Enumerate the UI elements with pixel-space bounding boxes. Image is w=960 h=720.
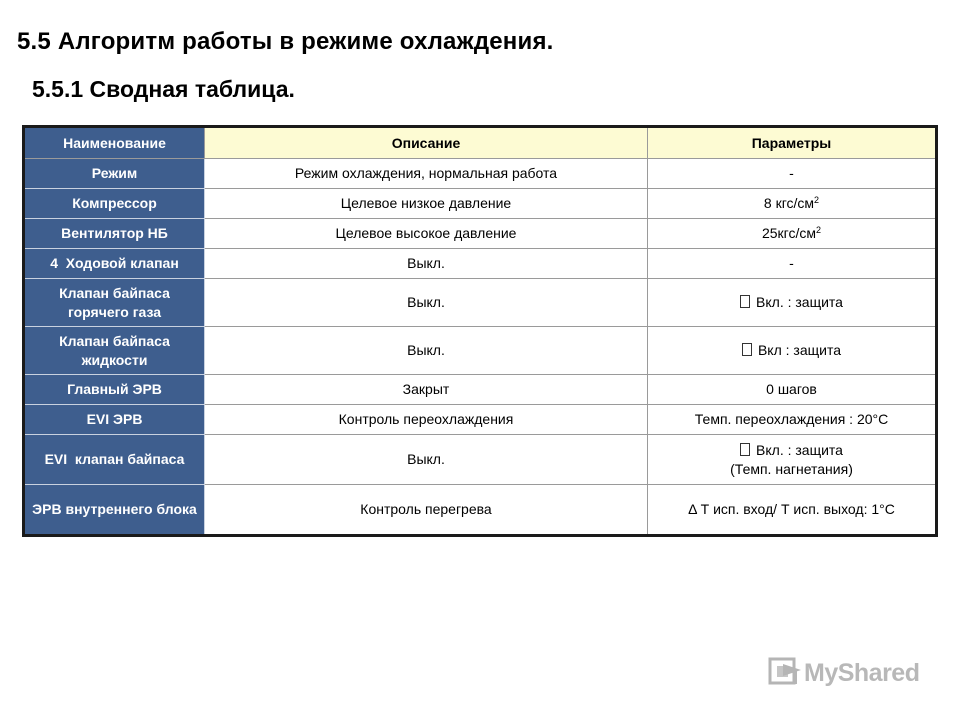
- row-name: Вентилятор НБ: [24, 219, 205, 249]
- header-description: Описание: [205, 127, 648, 159]
- row-name: 4 Ходовой клапан: [24, 249, 205, 279]
- row-description: Режим охлаждения, нормальная работа: [205, 159, 648, 189]
- row-description: Выкл.: [205, 327, 648, 375]
- parameter-value: 25кгс/см: [761, 225, 816, 241]
- table-row: [24, 159, 937, 189]
- row-description: Выкл.: [205, 279, 648, 327]
- row-description: Целевое высокое давление: [205, 219, 648, 249]
- row-description: Контроль перегрева: [205, 485, 648, 536]
- parameter-value: Вкл. : защита: [756, 294, 843, 310]
- row-name: Режим: [24, 159, 205, 189]
- row-parameter: 0 шагов: [648, 375, 937, 405]
- row-name: Главный ЭРВ: [24, 375, 205, 405]
- table-row: [24, 249, 937, 279]
- page-title: 5.5 Алгоритм работы в режиме охлаждения.: [17, 28, 554, 55]
- checkbox-icon: [740, 295, 750, 308]
- row-parameter: Δ Т исп. вход/ Т исп. выход: 1°C: [648, 485, 937, 536]
- table-header-row: [24, 127, 937, 159]
- superscript: 2: [814, 195, 820, 205]
- row-description: Закрыт: [205, 375, 648, 405]
- table-row: [24, 279, 937, 327]
- parameter-value: Вкл : защита: [757, 342, 842, 358]
- section-subtitle: 5.5.1 Сводная таблица.: [32, 76, 295, 102]
- superscript: 2: [816, 225, 822, 235]
- parameter-value: Вкл. : защита: [756, 441, 843, 458]
- checkbox-icon: [742, 343, 752, 356]
- row-name: Компрессор: [24, 189, 205, 219]
- mortarboard-icon: [768, 656, 802, 690]
- row-parameter: [648, 279, 937, 327]
- myshared-logo[interactable]: [768, 656, 928, 692]
- header-name: Наименование: [24, 127, 205, 159]
- row-parameter: -: [648, 249, 937, 279]
- table-row: [24, 219, 937, 249]
- row-description: Выкл.: [205, 435, 648, 485]
- parameter-value: 8 кгс/см: [763, 195, 815, 211]
- table-row: [24, 435, 937, 485]
- table-row: [24, 189, 937, 219]
- table-row: [24, 405, 937, 435]
- row-parameter: Темп. переохлаждения : 20°C: [648, 405, 937, 435]
- row-description: Целевое низкое давление: [205, 189, 648, 219]
- row-parameter: [648, 219, 937, 249]
- header-parameters: Параметры: [648, 127, 937, 159]
- row-parameter: -: [648, 159, 937, 189]
- row-description: Контроль переохлаждения: [205, 405, 648, 435]
- row-parameter: [648, 189, 937, 219]
- row-description: Выкл.: [205, 249, 648, 279]
- row-parameter: [648, 327, 937, 375]
- table-row: [24, 485, 937, 536]
- checkbox-icon: [740, 443, 750, 456]
- row-name: Клапан байпаса жидкости: [24, 327, 205, 375]
- logo-text: MyShared: [804, 659, 920, 687]
- row-name: EVI ЭРВ: [24, 405, 205, 435]
- summary-table: [22, 125, 938, 537]
- table-row: [24, 375, 937, 405]
- row-name: EVI клапан байпаса: [24, 435, 205, 485]
- table-row: [24, 327, 937, 375]
- parameter-note: (Темп. нагнетания): [730, 460, 853, 477]
- row-name: ЭРВ внутреннего блока: [24, 485, 205, 536]
- row-name: Клапан байпаса горячего газа: [24, 279, 205, 327]
- row-parameter: [648, 435, 937, 485]
